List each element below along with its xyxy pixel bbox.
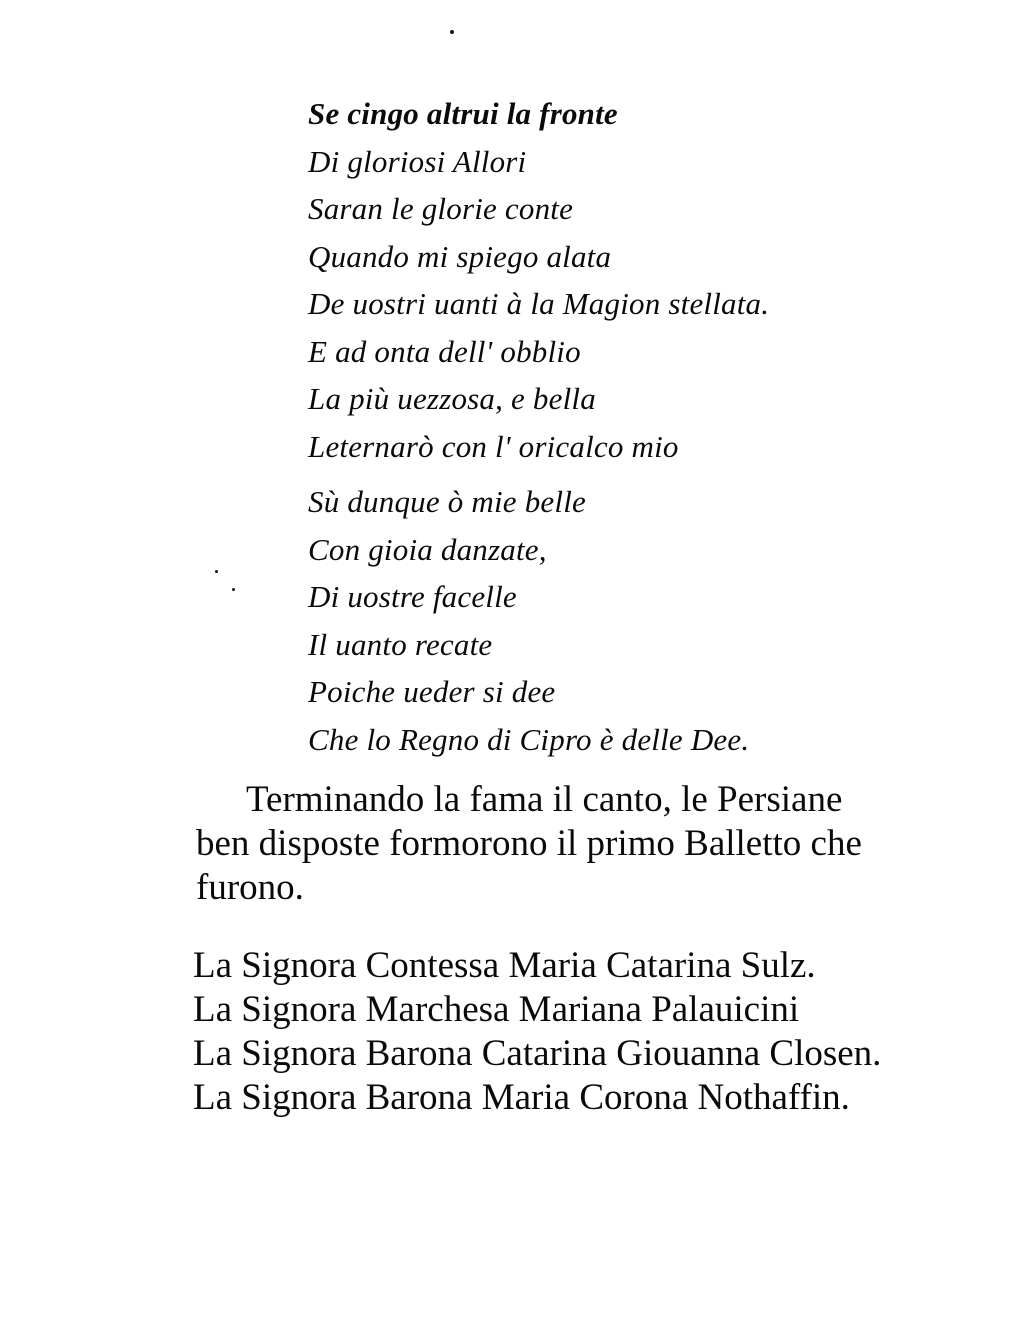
dancer-name: La Signora Contessa Maria Catarina Sulz. xyxy=(193,945,816,986)
scan-speck xyxy=(215,570,218,573)
verse-line: Se cingo altrui la fronte xyxy=(308,96,618,131)
prose-paragraph xyxy=(196,778,996,910)
verse-stanza-2 xyxy=(308,478,749,763)
verse-line: Di uostre facelle xyxy=(308,579,517,614)
prose-line: ben disposte formorono il primo Balletto che xyxy=(196,823,862,864)
dancer-name: La Signora Marchesa Mariana Palauicini xyxy=(193,989,800,1030)
scan-speck xyxy=(450,30,454,34)
verse-line: Quando mi spiego alata xyxy=(308,238,612,274)
prose-line: Terminando la fama il canto, le Persiane xyxy=(246,779,843,820)
verse-stanza-1 xyxy=(308,90,769,470)
scan-speck xyxy=(232,588,235,591)
verse-line: Il uanto recate xyxy=(308,626,493,662)
verse-line: Che lo Regno di Cipro è delle Dee. xyxy=(308,721,750,757)
verse-line: Con gioia danzate, xyxy=(308,531,547,567)
verse-line: Poiche ueder si dee xyxy=(308,674,556,709)
verse-line: Leternarò con l' oricalco mio xyxy=(308,428,679,464)
verse-line: Sù dunque ò mie belle xyxy=(308,484,586,519)
verse-line: La più uezzosa, e bella xyxy=(308,381,596,416)
dancers-list xyxy=(193,944,881,1120)
verse-line: Di gloriosi Allori xyxy=(308,143,527,179)
prose-line: furono. xyxy=(196,867,304,908)
dancer-name: La Signora Barona Maria Corona Nothaffin. xyxy=(193,1077,850,1118)
verse-line: De uostri uanti à la Magion stellata. xyxy=(308,286,770,321)
verse-line: Saran le glorie conte xyxy=(308,191,574,226)
dancer-name: La Signora Barona Catarina Giouanna Closen. xyxy=(193,1033,882,1074)
verse-line: E ad onta dell' obblio xyxy=(308,333,581,369)
